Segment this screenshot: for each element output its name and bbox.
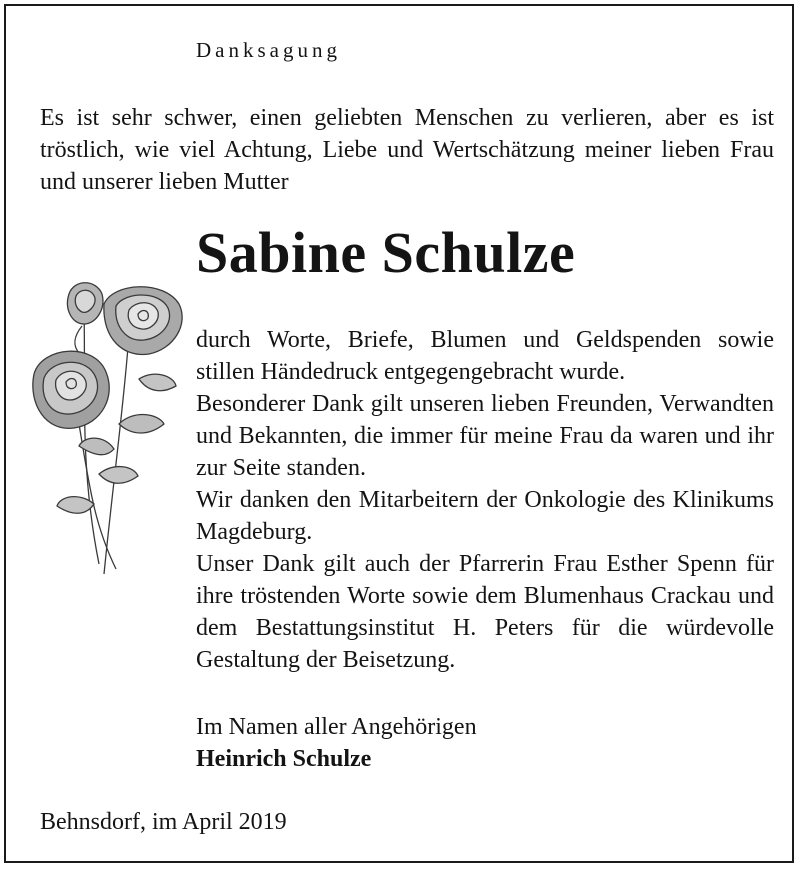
signature-line: Im Namen aller Angehörigen [196,714,477,740]
body-text [196,324,774,676]
signer-name: Heinrich Schulze [196,746,372,772]
heading: Danksagung [196,38,341,62]
notice-frame [4,4,794,863]
place-date: Behnsdorf, im April 2019 [40,809,287,835]
signature-block [196,711,477,775]
roses-icon [24,274,194,584]
deceased-name: Sabine Schulze [196,220,576,285]
intro-text [40,102,774,198]
intro-paragraph: Es ist sehr schwer, einen geliebten Menschen zu verlieren, aber es ist tröstlich, wie viel Achtung, Liebe und Wertschätzung meiner lieben Frau und unserer lieben Mutter [40,105,774,195]
paragraph: Unser Dank gilt auch der Pfarrerin Frau Esther Spenn für ihre tröstenden Worte sowie dem Blumenhaus Crackau und dem Bestattungsinstitut H. Peters für die würdevolle Gestaltung der Beisetzung. [196,551,774,673]
paragraph: durch Worte, Briefe, Blumen und Geldspenden sowie stillen Händedruck entgegengebracht wurde. [196,327,774,385]
paragraph: Wir danken den Mitarbeitern der Onkologie des Klinikums Magdeburg. [196,487,774,545]
paragraph: Besonderer Dank gilt unseren lieben Freunden, Verwandten und Bekannten, die immer für meine Frau da waren und ihr zur Seite standen. [196,391,774,481]
